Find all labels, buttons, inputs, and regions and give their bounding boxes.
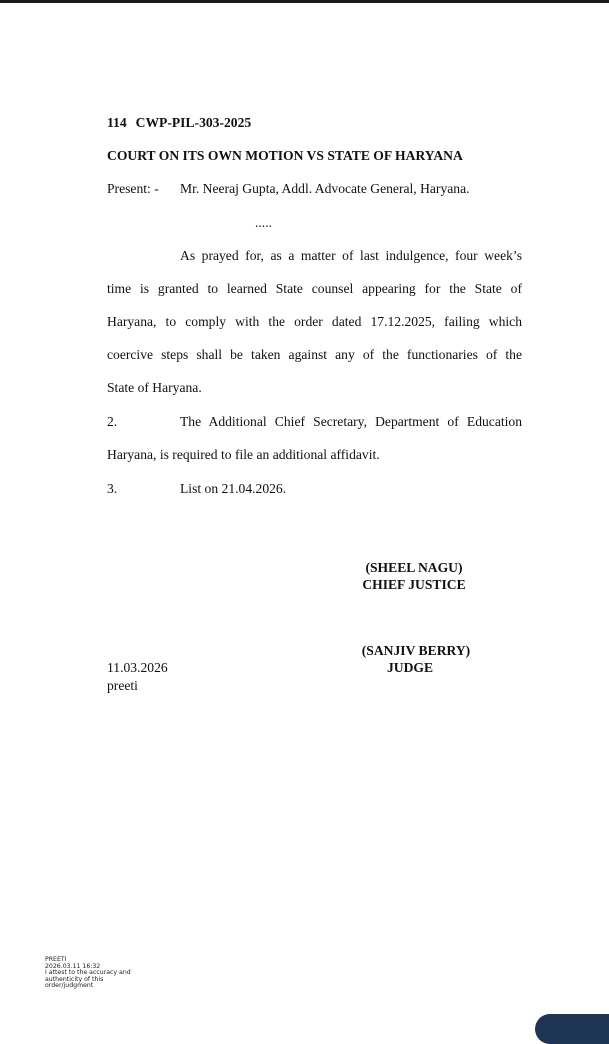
para3-number: 3. — [107, 481, 118, 496]
floating-action-button[interactable] — [535, 1014, 609, 1044]
judge-name: (SANJIV BERRY) — [361, 643, 471, 658]
chief-justice-title: CHIEF JUSTICE — [362, 577, 466, 592]
case-title: COURT ON ITS OWN MOTION VS STATE OF HARYANA — [107, 148, 463, 163]
chief-justice-name: (SHEEL NAGU) — [365, 560, 463, 575]
para1-line: As prayed for, as a matter of last indulgence, four week’s — [180, 248, 522, 263]
para1-line: time is granted to learned State counsel appearing for the State of — [107, 281, 522, 296]
stamp-line: I attest to the accuracy and — [45, 969, 131, 977]
para1-line: Haryana, to comply with the order dated 17.12.2025, failing which — [107, 314, 522, 329]
judge-title: JUDGE — [386, 660, 434, 675]
digital-signature-stamp — [45, 957, 131, 990]
order-date: 11.03.2026 — [107, 660, 168, 675]
case-number: CWP-PIL-303-2025 — [135, 115, 252, 130]
item-number: 114 — [107, 115, 127, 130]
stamp-line: authenticity of this — [45, 975, 104, 983]
stamp-line: 2026.03.11 16:32 — [45, 962, 101, 970]
para1-line: State of Haryana. — [107, 380, 202, 395]
para2-line: The Additional Chief Secretary, Department of Education — [180, 414, 522, 429]
present-label: Present: - — [107, 181, 159, 196]
present-text: Mr. Neeraj Gupta, Addl. Advocate General, Haryana. — [180, 181, 470, 196]
para2-line: Haryana, is required to file an additional affidavit. — [107, 447, 380, 462]
stamp-line: PREETI — [45, 956, 67, 963]
clerk-initials: preeti — [107, 678, 138, 693]
para1-line: coercive steps shall be taken against any of the functionaries of the — [107, 347, 522, 362]
para2-number: 2. — [107, 414, 118, 429]
para3-text: List on 21.04.2026. — [180, 481, 287, 496]
stamp-line: order/judgment — [45, 982, 94, 990]
top-status-bar — [0, 0, 609, 3]
separator-dots: ..... — [255, 215, 272, 230]
case-number-line — [107, 115, 251, 131]
